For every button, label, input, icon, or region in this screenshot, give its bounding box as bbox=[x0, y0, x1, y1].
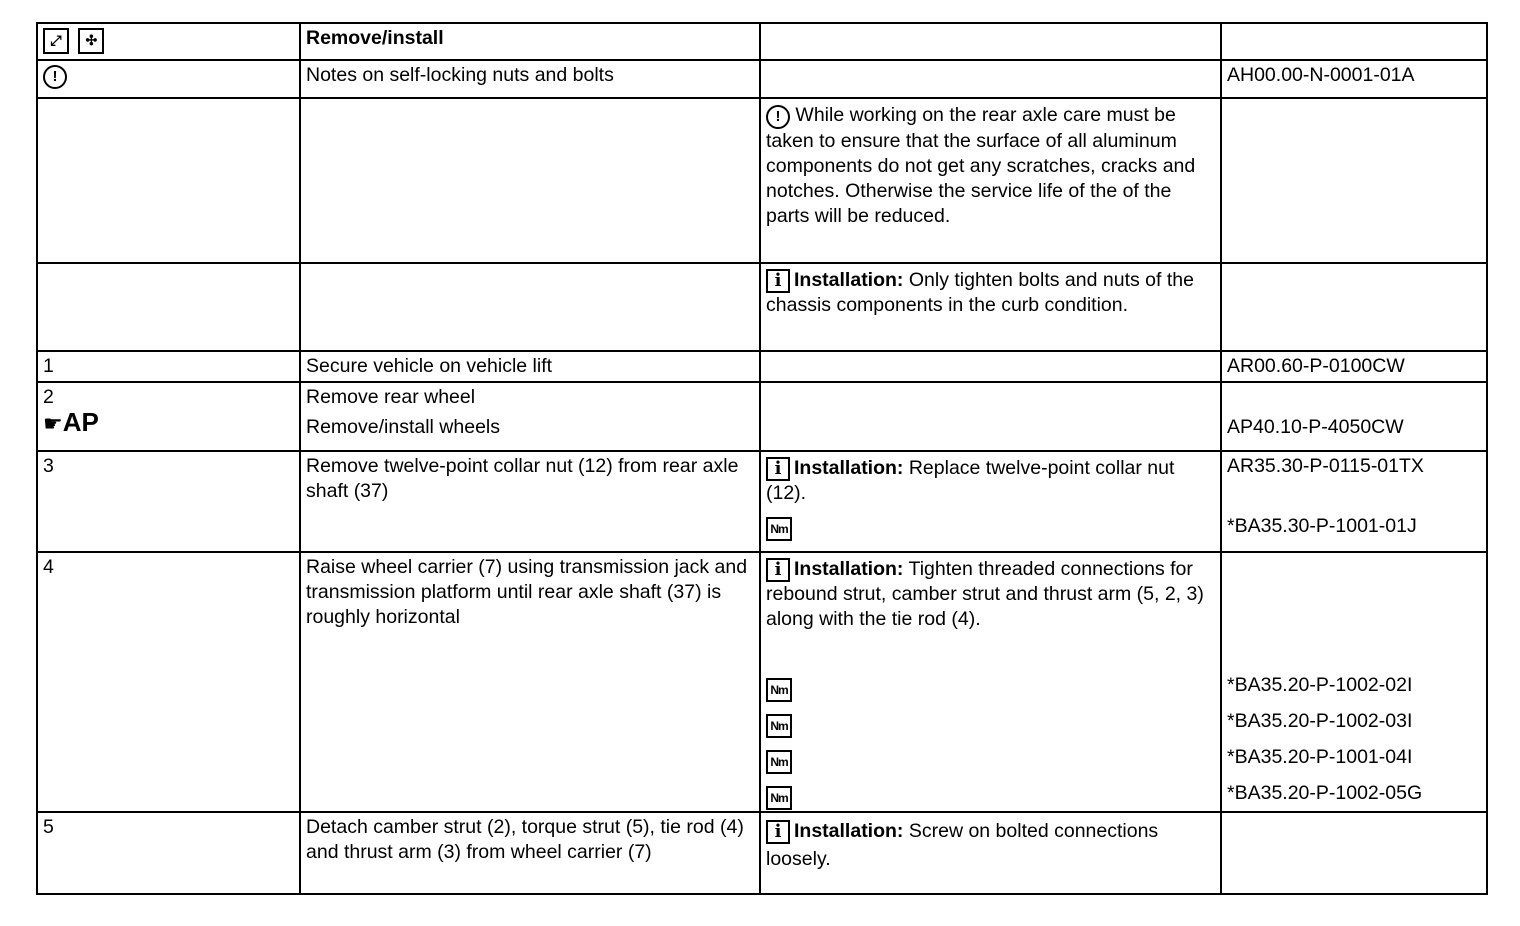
step-row bbox=[37, 382, 1487, 451]
warning-icon: ! bbox=[43, 65, 67, 89]
step-number: 3 bbox=[37, 451, 300, 552]
step-number: 1 bbox=[37, 351, 300, 382]
step-number: 5 bbox=[37, 812, 300, 894]
info-icon: i bbox=[766, 558, 790, 582]
install-note-row bbox=[37, 263, 1487, 351]
step-action: Detach camber strut (2), torque strut (5), tie rod (4) and thrust arm (3) from wheel carrier (7) bbox=[300, 812, 760, 894]
warning-row bbox=[37, 98, 1487, 263]
installation-label: Installation: bbox=[794, 820, 904, 842]
collapse-icon[interactable]: ✣ bbox=[78, 28, 104, 54]
step-number: 4 bbox=[37, 552, 300, 812]
torque-nm-icon: Nm bbox=[766, 750, 792, 774]
step-action: Secure vehicle on vehicle lift bbox=[300, 351, 760, 382]
info-icon: i bbox=[766, 820, 790, 844]
procedure-table bbox=[36, 22, 1488, 895]
expand-icon[interactable]: ⤢ bbox=[43, 28, 69, 54]
header-row bbox=[37, 23, 1487, 60]
installation-text: Tighten threaded connections for rebound strut, camber strut and thrust arm (5, 2, 3) along with the tie rod (4). bbox=[766, 558, 1204, 630]
step-number: 2 bbox=[43, 386, 54, 408]
header-icons bbox=[37, 23, 300, 60]
installation-text: Screw on bolted connections loosely. bbox=[766, 820, 1159, 870]
installation-label: Installation: bbox=[794, 269, 904, 291]
installation-text: Only tighten bolts and nuts of the chassis components in the curb condition. bbox=[766, 269, 1194, 316]
notes-text: Notes on self-locking nuts and bolts bbox=[300, 60, 760, 98]
step-sub-action[interactable]: Remove/install wheels bbox=[306, 416, 501, 438]
torque-ref[interactable]: *BA35.20-P-1002-05G bbox=[1227, 782, 1423, 804]
installation-label: Installation: bbox=[794, 457, 904, 479]
info-icon: i bbox=[766, 457, 790, 481]
info-icon: i bbox=[766, 269, 790, 293]
installation-label: Installation: bbox=[794, 558, 904, 580]
step-action: Remove twelve-point collar nut (12) from rear axle shaft (37) bbox=[300, 451, 760, 552]
torque-nm-icon: Nm bbox=[766, 714, 792, 738]
step-ref[interactable]: AR00.60-P-0100CW bbox=[1221, 351, 1487, 382]
step-row bbox=[37, 812, 1487, 894]
notes-row bbox=[37, 60, 1487, 98]
step-action: Raise wheel carrier (7) using transmission jack and transmission platform until rear axle shaft (37) is roughly horizontal bbox=[300, 552, 760, 812]
step-action: Remove rear wheel bbox=[306, 386, 476, 408]
step-row bbox=[37, 451, 1487, 552]
step-ref[interactable]: AR35.30-P-0115-01TX bbox=[1227, 455, 1424, 477]
torque-ref[interactable]: *BA35.20-P-1002-02I bbox=[1227, 674, 1413, 696]
step-ref[interactable]: AP40.10-P-4050CW bbox=[1227, 416, 1404, 438]
warning-text: While working on the rear axle care must be taken to ensure that the surface of all aluminum components do not get any scratches, cracks and notches. Otherwise the service life of the of the parts will be reduced. bbox=[766, 104, 1196, 227]
torque-ref[interactable]: *BA35.30-P-1001-01J bbox=[1227, 515, 1417, 537]
torque-nm-icon: Nm bbox=[766, 517, 792, 541]
torque-ref[interactable]: *BA35.20-P-1002-03I bbox=[1227, 710, 1413, 732]
step-row bbox=[37, 351, 1487, 382]
ap-pointer-icon: ☛AP bbox=[43, 407, 99, 437]
section-title: Remove/install bbox=[306, 27, 444, 49]
installation-text: Replace twelve-point collar nut (12). bbox=[766, 457, 1175, 504]
warning-icon: ! bbox=[766, 105, 790, 129]
step-row bbox=[37, 552, 1487, 812]
torque-nm-icon: Nm bbox=[766, 786, 792, 810]
torque-nm-icon: Nm bbox=[766, 678, 792, 702]
notes-ref[interactable]: AH00.00-N-0001-01A bbox=[1221, 60, 1487, 98]
torque-ref[interactable]: *BA35.20-P-1001-04I bbox=[1227, 746, 1413, 768]
